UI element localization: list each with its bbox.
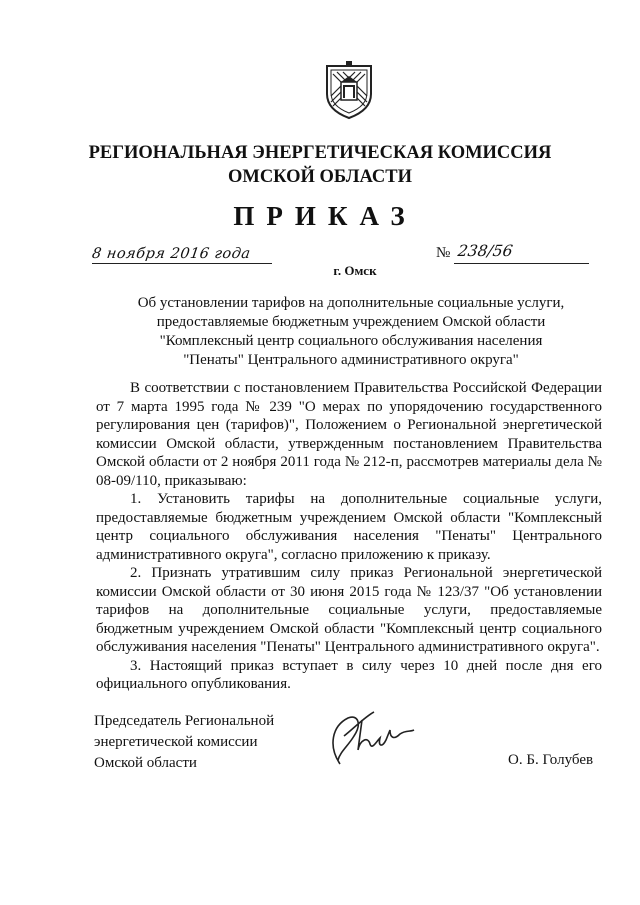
handwritten-signature-icon: [318, 706, 418, 772]
city-label: г. Омск: [333, 263, 377, 278]
preamble-paragraph: В соответствии с постановлением Правительства Российской Федерации от 7 марта 1995 года № 239 "О мерах по упорядочению государственного регулирования цен (тарифов)", Положением о Региональной энергетической комиссии Омской области, утвержденным постановлением Правительства Омской области от 2 ноября 2011 года № 212-п, рассмотрев материалы дела № 08-09/110, приказываю:: [96, 380, 602, 489]
document-title: ПРИКАЗ: [233, 201, 417, 231]
organization-name-line-1: РЕГИОНАЛЬНАЯ ЭНЕРГЕТИЧЕСКАЯ КОМИССИЯ: [88, 143, 552, 163]
subject-line: Об установлении тарифов на дополнительные социальные услуги,: [137, 295, 565, 311]
coat-of-arms-icon: [323, 60, 375, 120]
clause-2-paragraph: 2. Признать утратившим силу приказ Региональной энергетической комиссии Омской области от 30 июня 2015 года № 123/37 "Об установлении тарифов на дополнительные социальные услуги, предоставляемые бюджетным учреждением Омской области "Комплексный центр социального обслуживания населения "Пенаты" Центрального административного округа".: [96, 565, 602, 655]
position-line: энергетической комиссии: [94, 734, 258, 750]
handwritten-number: 238/56: [456, 242, 514, 260]
clause-3-paragraph: 3. Настоящий приказ вступает в силу через 10 дней после дня его официального опубликования.: [96, 657, 602, 692]
subject-line: предоставляемые бюджетным учреждением Омской области: [156, 314, 546, 330]
subject-line: "Пенаты" Центрального административного округа": [183, 352, 519, 368]
clause-1-paragraph: 1. Установить тарифы на дополнительные социальные услуги, предоставляемые бюджетным учреждением Омской области "Комплексный центр социального обслуживания населения "Пенаты" Центрального административного округа", согласно приложению к приказу.: [96, 491, 602, 563]
order-body: [96, 379, 602, 694]
position-line: Председатель Региональной: [94, 713, 275, 729]
subject-line: "Комплексный центр социального обслуживания населения: [159, 333, 543, 349]
number-label: №: [436, 245, 451, 261]
order-subject: [120, 294, 582, 370]
signatory-position: [94, 711, 274, 774]
handwritten-date: 8 ноября 2016 года: [90, 246, 252, 262]
position-line: Омской области: [94, 755, 197, 771]
signatory-name: О. Б. Голубев: [508, 752, 594, 768]
organization-name-line-2: ОМСКОЙ ОБЛАСТИ: [227, 167, 413, 187]
